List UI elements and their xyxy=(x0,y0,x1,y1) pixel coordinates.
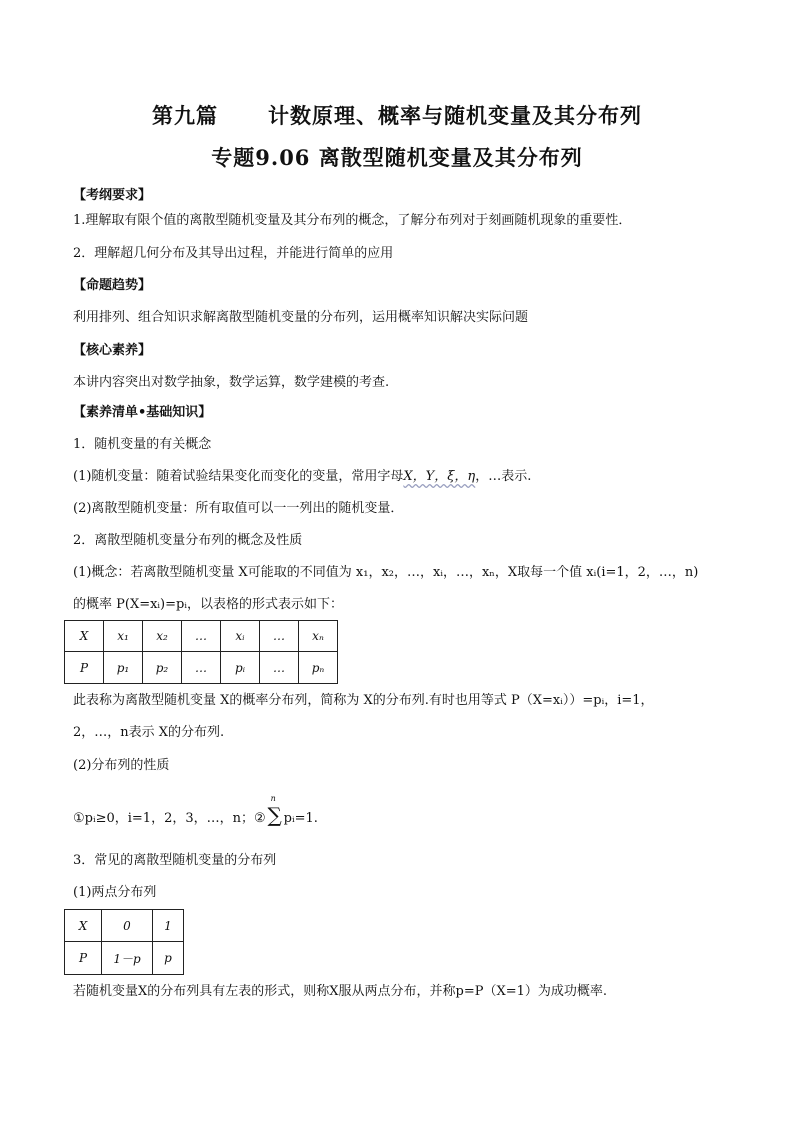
table-cell: pₙ xyxy=(299,652,338,684)
point-3a-heading: (1)两点分布列 xyxy=(73,885,157,900)
table-cell: x₂ xyxy=(143,621,182,652)
distribution-table xyxy=(64,620,338,684)
point-1a-pre: (1)随机变量：随着试验结果变化而变化的变量，常用字母 xyxy=(73,469,404,484)
point-1b: (2)离散型随机变量：所有取值可以一一列出的随机变量． xyxy=(73,501,404,516)
table-cell: p xyxy=(153,942,184,975)
table-cell: xᵢ xyxy=(221,621,260,652)
syllabus-item-1: 1.理解取有限个值的离散型随机变量及其分布列的概念，了解分布列对于刻画随机现象的重要性． xyxy=(73,213,632,228)
table-cell: p₂ xyxy=(143,652,182,684)
table-cell: x₁ xyxy=(104,621,143,652)
chapter-label: 计数原理、概率与随机变量及其分布列 xyxy=(268,103,642,128)
table-row xyxy=(65,942,184,975)
table-cell: p₁ xyxy=(104,652,143,684)
point-2b-heading: (2)分布列的性质 xyxy=(73,758,170,773)
point-1a-post: ，…表示. xyxy=(475,469,532,484)
section-header-literacy: 【核心素养】 xyxy=(73,343,152,358)
point-1a-vars: X，Y，ξ，η xyxy=(403,469,476,484)
sigma-symbol xyxy=(266,794,284,828)
table-cell: … xyxy=(182,621,221,652)
point-2b-properties xyxy=(73,794,318,828)
series-label: 第九篇 xyxy=(152,103,218,128)
table-cell: 1 xyxy=(153,910,184,942)
table-cell: xₙ xyxy=(299,621,338,652)
table-row xyxy=(65,652,338,684)
literacy-text: 本讲内容突出对数学抽象，数学运算，数学建模的考查. xyxy=(73,375,390,390)
property-b: pᵢ=1. xyxy=(283,811,318,826)
table-cell: P xyxy=(65,942,102,975)
table-cell: … xyxy=(260,621,299,652)
section-header-trend: 【命题趋势】 xyxy=(73,278,152,293)
table-cell: 0 xyxy=(102,910,153,942)
point-1-heading: 1．随机变量的有关概念 xyxy=(73,437,212,452)
two-point-table xyxy=(64,909,184,975)
point-2a-line2: 的概率 P(X=xᵢ)=pᵢ，以表格的形式表示如下： xyxy=(73,597,343,612)
section-header-syllabus: 【考纲要求】 xyxy=(73,188,152,203)
point-1a xyxy=(73,468,531,486)
topic-title: 专题9.06 离散型随机变量及其分布列 xyxy=(211,145,583,170)
point-2a-line3: 此表称为离散型随机变量 X的概率分布列，简称为 X的分布列.有时也用等式 P（X=xᵢ））=pᵢ，i=1， xyxy=(73,693,654,708)
point-3-heading: 3．常见的离散型随机变量的分布列 xyxy=(73,853,277,868)
point-2a-line4: 2，…，n表示 X的分布列. xyxy=(73,725,225,740)
table-cell: … xyxy=(182,652,221,684)
point-2-heading: 2．离散型随机变量分布列的概念及性质 xyxy=(73,533,303,548)
table-cell: P xyxy=(65,652,104,684)
table-cell: … xyxy=(260,652,299,684)
sigma-upper-limit: n xyxy=(270,794,276,803)
trend-text: 利用排列、组合知识求解离散型随机变量的分布列，运用概率知识解决实际问题 xyxy=(73,310,529,325)
syllabus-item-2: 2．理解超几何分布及其导出过程，并能进行简单的应用 xyxy=(73,246,394,261)
table-cell: pᵢ xyxy=(221,652,260,684)
table-row xyxy=(65,910,184,942)
table-cell: X xyxy=(65,621,104,652)
property-a: ①pᵢ≥0，i=1，2，3，…，n；② xyxy=(73,811,266,826)
table-cell: X xyxy=(65,910,102,942)
table-row xyxy=(65,621,338,652)
series-title xyxy=(0,100,794,130)
section-header-basics: 【素养清单•基础知识】 xyxy=(73,405,212,420)
table-cell: 1－p xyxy=(102,942,153,975)
point-3a-description: 若随机变量X的分布列具有左表的形式，则称X服从两点分布，并称p=P（X=1）为成功概率. xyxy=(73,984,608,999)
sigma-glyph: ∑ xyxy=(267,803,282,827)
point-2a-line1: (1)概念：若离散型随机变量 X可能取的不同值为 x₁，x₂，…，xᵢ，…，xₙ，X取每一个值 xᵢ(i=1，2，…，n) xyxy=(73,565,699,580)
